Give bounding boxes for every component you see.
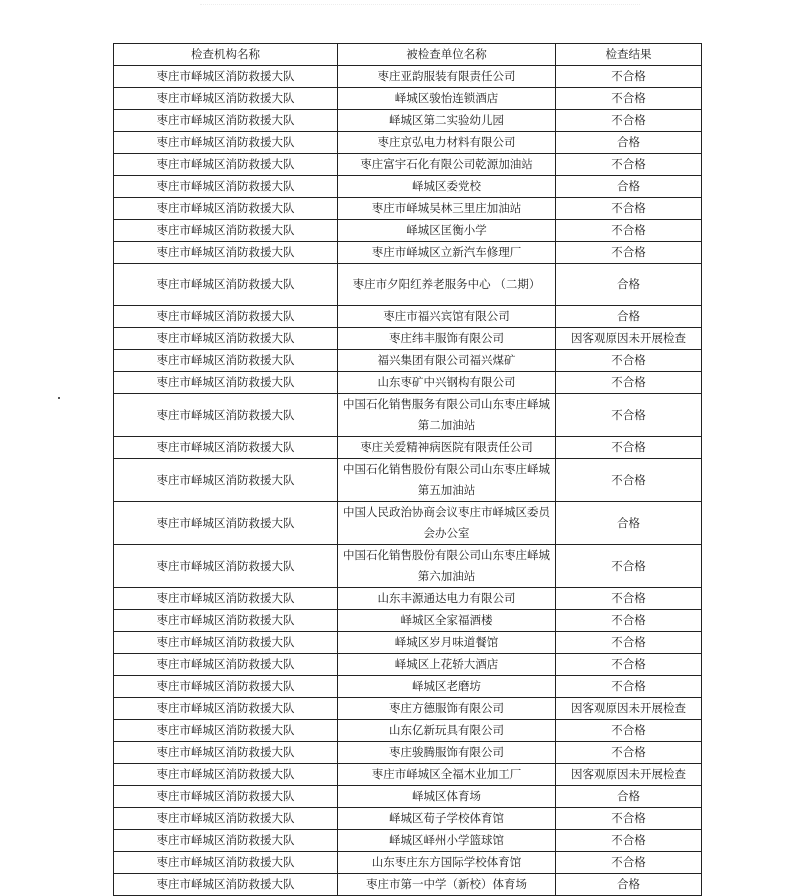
inspected-unit-cell: 枣庄骏腾服饰有限公司 [338,742,556,764]
inspected-unit-cell: 枣庄市第一中学（新校）体育场 [338,874,556,896]
table-row [114,66,702,88]
table-body [114,66,702,896]
inspection-agency-cell: 枣庄市峄城区消防救援大队 [114,808,338,830]
table-row [114,437,702,459]
inspection-agency-cell: 枣庄市峄城区消防救援大队 [114,176,338,198]
inspection-agency-cell: 枣庄市峄城区消防救援大队 [114,676,338,698]
inspection-agency-cell: 枣庄市峄城区消防救援大队 [114,786,338,808]
table-row [114,264,702,306]
inspection-agency-cell: 枣庄市峄城区消防救援大队 [114,242,338,264]
table-row [114,632,702,654]
inspection-result-cell: 合格 [556,176,702,198]
inspection-result-cell: 不合格 [556,852,702,874]
inspection-result-cell: 不合格 [556,808,702,830]
inspected-unit-cell: 峄城区老磨坊 [338,676,556,698]
inspection-agency-cell: 枣庄市峄城区消防救援大队 [114,350,338,372]
table-row [114,830,702,852]
inspected-unit-cell: 中国石化销售股份有限公司山东枣庄峄城第五加油站 [338,459,556,502]
table-row [114,676,702,698]
table-row [114,742,702,764]
inspected-unit-cell: 峄城区第二实验幼儿园 [338,110,556,132]
inspection-agency-cell: 枣庄市峄城区消防救援大队 [114,742,338,764]
inspection-agency-cell: 枣庄市峄城区消防救援大队 [114,720,338,742]
inspection-result-cell: 不合格 [556,350,702,372]
inspection-agency-cell: 枣庄市峄城区消防救援大队 [114,220,338,242]
inspected-unit-cell: 枣庄市夕阳红养老服务中心 （二期） [338,264,556,306]
inspection-result-cell: 不合格 [556,88,702,110]
inspection-agency-cell: 枣庄市峄城区消防救援大队 [114,852,338,874]
inspection-result-cell: 合格 [556,874,702,896]
inspected-unit-cell: 福兴集团有限公司福兴煤矿 [338,350,556,372]
inspection-result-cell: 不合格 [556,66,702,88]
table-row [114,350,702,372]
header-inspection-agency: 检查机构名称 [114,44,338,66]
inspection-result-cell: 不合格 [556,242,702,264]
table-row [114,852,702,874]
inspected-unit-cell: 峄城区体育场 [338,786,556,808]
table-row [114,132,702,154]
inspected-unit-cell: 山东亿新玩具有限公司 [338,720,556,742]
inspection-agency-cell: 枣庄市峄城区消防救援大队 [114,830,338,852]
table-row [114,786,702,808]
table-row [114,154,702,176]
table-row [114,459,702,502]
header-inspection-result: 检查结果 [556,44,702,66]
inspected-unit-cell: 山东枣庄东方国际学校体育馆 [338,852,556,874]
inspected-unit-cell: 枣庄京弘电力材料有限公司 [338,132,556,154]
inspected-unit-cell: 峄城区骏怡连锁酒店 [338,88,556,110]
inspection-agency-cell: 枣庄市峄城区消防救援大队 [114,264,338,306]
inspection-result-cell: 不合格 [556,198,702,220]
inspected-unit-cell: 峄城区上花轿大酒店 [338,654,556,676]
table-row [114,328,702,350]
inspection-result-cell: 不合格 [556,632,702,654]
inspection-agency-cell: 枣庄市峄城区消防救援大队 [114,394,338,437]
inspection-result-cell: 合格 [556,132,702,154]
inspected-unit-cell: 山东丰源通达电力有限公司 [338,588,556,610]
inspected-unit-cell: 峄城区委党校 [338,176,556,198]
faint-page-header [200,4,640,15]
inspected-unit-cell: 枣庄亚韵服装有限责任公司 [338,66,556,88]
table-row [114,306,702,328]
inspected-unit-cell: 峄城区匡衡小学 [338,220,556,242]
table-row [114,720,702,742]
inspection-result-cell: 不合格 [556,220,702,242]
inspected-unit-cell: 峄城区峄州小学篮球馆 [338,830,556,852]
inspected-unit-cell: 峄城区全家福酒楼 [338,610,556,632]
inspection-agency-cell: 枣庄市峄城区消防救援大队 [114,654,338,676]
inspection-result-cell: 不合格 [556,676,702,698]
scan-speck [58,397,60,399]
inspection-agency-cell: 枣庄市峄城区消防救援大队 [114,306,338,328]
inspection-result-cell: 不合格 [556,610,702,632]
inspection-agency-cell: 枣庄市峄城区消防救援大队 [114,154,338,176]
table-row [114,698,702,720]
inspection-result-cell: 因客观原因未开展检查 [556,328,702,350]
inspection-agency-cell: 枣庄市峄城区消防救援大队 [114,610,338,632]
table-row [114,198,702,220]
inspection-result-cell: 不合格 [556,372,702,394]
inspection-agency-cell: 枣庄市峄城区消防救援大队 [114,110,338,132]
table-row [114,372,702,394]
inspection-agency-cell: 枣庄市峄城区消防救援大队 [114,66,338,88]
inspection-agency-cell: 枣庄市峄城区消防救援大队 [114,437,338,459]
table-row [114,808,702,830]
inspection-agency-cell: 枣庄市峄城区消防救援大队 [114,588,338,610]
table-row [114,654,702,676]
inspection-agency-cell: 枣庄市峄城区消防救援大队 [114,372,338,394]
inspection-result-cell: 合格 [556,306,702,328]
inspected-unit-cell: 枣庄市峄城吴林三里庄加油站 [338,198,556,220]
table-row [114,610,702,632]
inspection-result-cell: 合格 [556,264,702,306]
inspection-agency-cell: 枣庄市峄城区消防救援大队 [114,502,338,545]
table-row [114,220,702,242]
inspection-result-cell: 不合格 [556,545,702,588]
inspection-result-cell: 合格 [556,502,702,545]
inspection-agency-cell: 枣庄市峄城区消防救援大队 [114,132,338,154]
inspected-unit-cell: 枣庄方德服饰有限公司 [338,698,556,720]
table-row [114,545,702,588]
table-row [114,242,702,264]
inspection-result-cell: 不合格 [556,110,702,132]
inspected-unit-cell: 中国石化销售服务有限公司山东枣庄峄城第二加油站 [338,394,556,437]
inspected-unit-cell: 中国石化销售股份有限公司山东枣庄峄城第六加油站 [338,545,556,588]
inspection-result-cell: 不合格 [556,459,702,502]
inspected-unit-cell: 峄城区荀子学校体育馆 [338,808,556,830]
inspection-result-cell: 不合格 [556,742,702,764]
inspection-agency-cell: 枣庄市峄城区消防救援大队 [114,632,338,654]
inspection-agency-cell: 枣庄市峄城区消防救援大队 [114,459,338,502]
inspection-result-cell: 不合格 [556,437,702,459]
table-row [114,88,702,110]
inspection-result-cell: 合格 [556,786,702,808]
inspected-unit-cell: 枣庄市峄城区立新汽车修理厂 [338,242,556,264]
inspection-result-cell: 不合格 [556,154,702,176]
table-row [114,110,702,132]
inspection-agency-cell: 枣庄市峄城区消防救援大队 [114,874,338,896]
inspection-agency-cell: 枣庄市峄城区消防救援大队 [114,764,338,786]
inspection-agency-cell: 枣庄市峄城区消防救援大队 [114,545,338,588]
inspected-unit-cell: 枣庄关爱精神病医院有限责任公司 [338,437,556,459]
inspection-result-cell: 不合格 [556,720,702,742]
inspected-unit-cell: 枣庄纬丰服饰有限公司 [338,328,556,350]
inspection-result-cell: 不合格 [556,830,702,852]
inspected-unit-cell: 枣庄市峄城区全福木业加工厂 [338,764,556,786]
table-row [114,394,702,437]
inspection-agency-cell: 枣庄市峄城区消防救援大队 [114,698,338,720]
table-row [114,176,702,198]
header-inspected-unit: 被检查单位名称 [338,44,556,66]
inspection-agency-cell: 枣庄市峄城区消防救援大队 [114,328,338,350]
inspection-result-cell: 不合格 [556,588,702,610]
table-row [114,764,702,786]
table-row [114,502,702,545]
inspection-result-cell: 不合格 [556,654,702,676]
table-row [114,588,702,610]
inspection-result-cell: 因客观原因未开展检查 [556,698,702,720]
table-header-row [114,44,702,66]
inspected-unit-cell: 枣庄富宇石化有限公司乾源加油站 [338,154,556,176]
inspection-result-cell: 因客观原因未开展检查 [556,764,702,786]
inspection-agency-cell: 枣庄市峄城区消防救援大队 [114,88,338,110]
inspected-unit-cell: 枣庄市福兴宾馆有限公司 [338,306,556,328]
inspected-unit-cell: 峄城区岁月味道餐馆 [338,632,556,654]
inspection-results-table [113,43,702,896]
inspected-unit-cell: 山东枣矿中兴钢构有限公司 [338,372,556,394]
inspection-result-cell: 不合格 [556,394,702,437]
inspection-agency-cell: 枣庄市峄城区消防救援大队 [114,198,338,220]
table-row [114,874,702,896]
inspected-unit-cell: 中国人民政治协商会议枣庄市峄城区委员会办公室 [338,502,556,545]
